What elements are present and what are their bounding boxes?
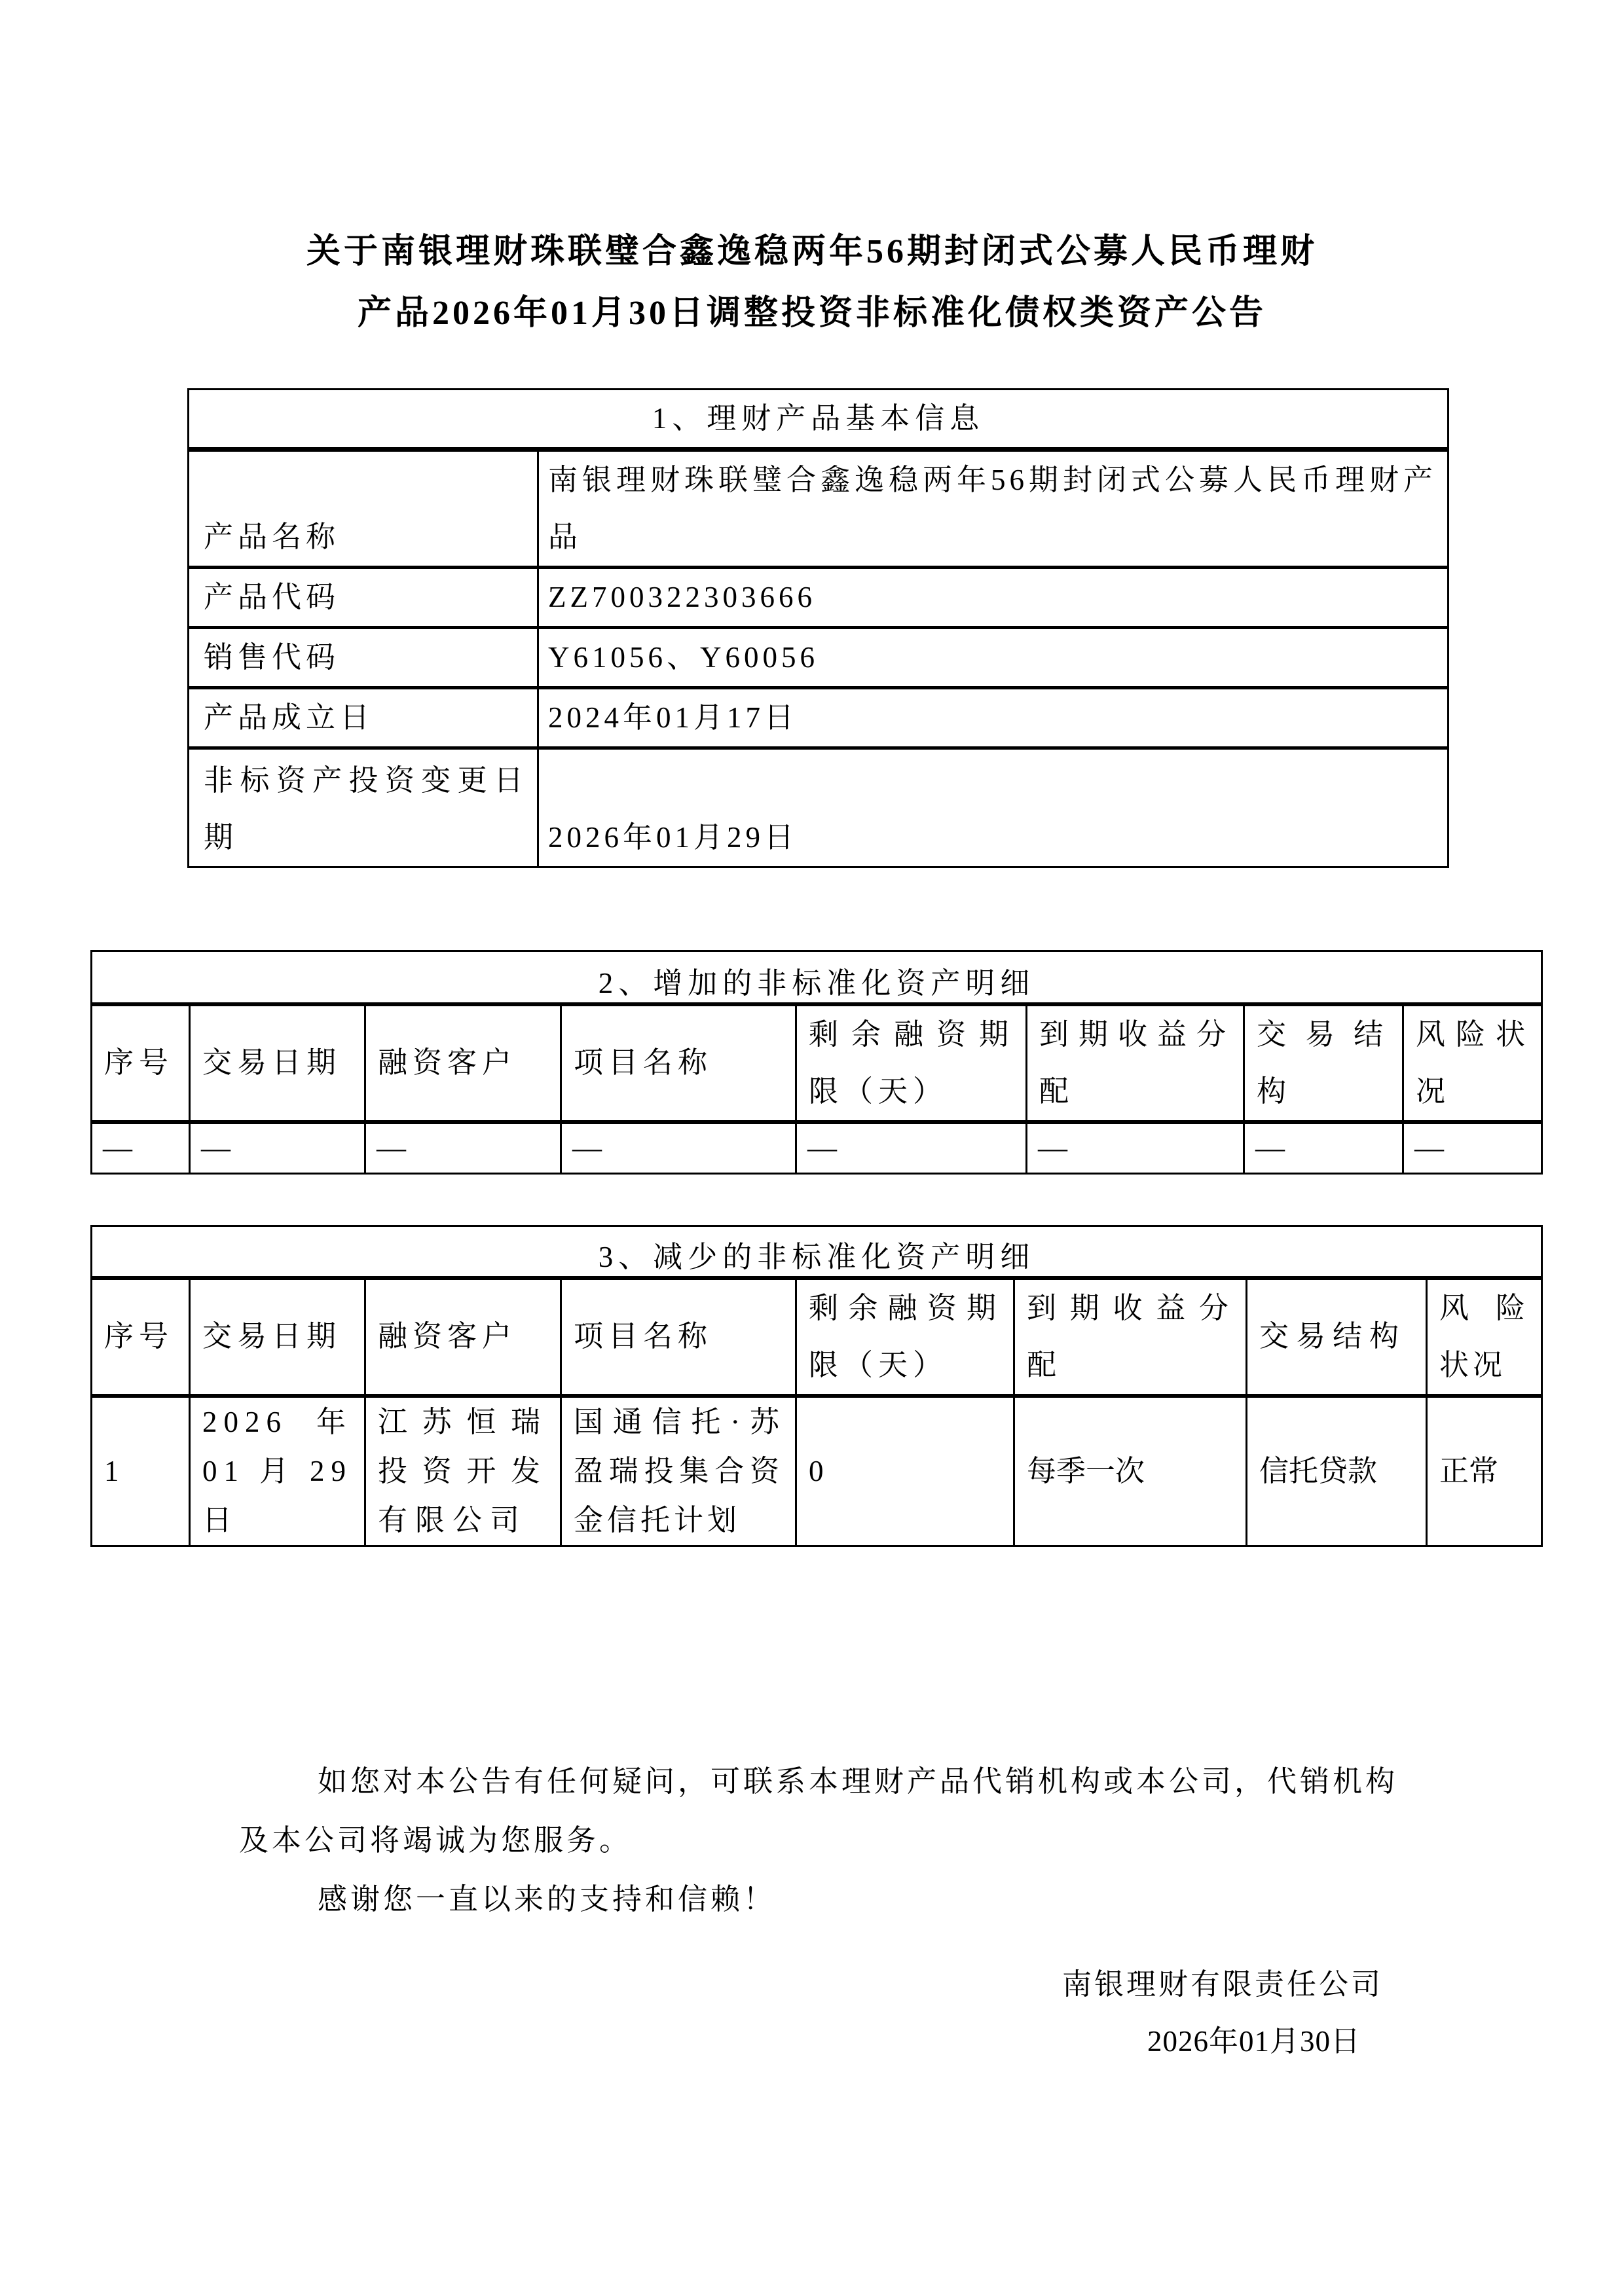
closing-paragraph-thanks: 感谢您一直以来的支持和信赖！ <box>318 1883 777 1916</box>
cell-remaining-term: — <box>796 1122 1027 1174</box>
table-row <box>189 748 1449 867</box>
table-header-row <box>92 1004 1542 1122</box>
cell-trade-structure: 信托贷款 <box>1247 1396 1427 1546</box>
product-code-value: ZZ700322303666 <box>538 568 1449 628</box>
table2-caption: 2、增加的非标准化资产明细 <box>92 951 1542 1004</box>
table1-caption: 1、理财产品基本信息 <box>189 390 1449 450</box>
page-title-line2: 产品2026年01月30日调整投资非标准化债权类资产公告 <box>357 295 1266 332</box>
page-title <box>92 221 1532 344</box>
sales-code-value: Y61056、Y60056 <box>538 628 1449 688</box>
cell-financing-client: 江苏恒瑞投资开发有限公司 <box>365 1396 561 1546</box>
cell-risk-status: 正常 <box>1427 1396 1542 1546</box>
table-row <box>189 568 1449 628</box>
cell-trade-date: 2026年01月29日 <box>190 1396 365 1546</box>
col-maturity-distribution: 到期收益分配 <box>1014 1278 1247 1396</box>
cell-financing-client: — <box>365 1122 561 1174</box>
cell-seq: 1 <box>92 1396 190 1546</box>
cell-maturity-distribution: — <box>1027 1122 1244 1174</box>
col-trade-structure: 交易结构 <box>1244 1004 1403 1122</box>
change-date-value: 2026年01月29日 <box>538 748 1449 867</box>
change-date-label: 非标资产投资变更日期 <box>189 748 538 867</box>
product-name-label: 产品名称 <box>189 450 538 568</box>
closing-text <box>239 1752 1398 1929</box>
col-risk-status: 风险状况 <box>1427 1278 1542 1396</box>
col-trade-date: 交易日期 <box>190 1004 365 1122</box>
col-trade-structure: 交易结构 <box>1247 1278 1427 1396</box>
table-row <box>92 1396 1542 1546</box>
col-financing-client: 融资客户 <box>365 1278 561 1396</box>
product-code-label: 产品代码 <box>189 568 538 628</box>
sales-code-label: 销售代码 <box>189 628 538 688</box>
col-seq: 序号 <box>92 1004 190 1122</box>
table-caption-row <box>92 1226 1542 1278</box>
product-info-table <box>187 388 1449 868</box>
signature-date: 2026年01月30日 <box>1147 2025 1361 2058</box>
table-row <box>189 450 1449 568</box>
table-row <box>189 688 1449 748</box>
product-name-value: 南银理财珠联璧合鑫逸稳两年56期封闭式公募人民币理财产品 <box>538 450 1449 568</box>
cell-remaining-term: 0 <box>796 1396 1014 1546</box>
cell-maturity-distribution: 每季一次 <box>1014 1396 1247 1546</box>
table3-caption: 3、减少的非标准化资产明细 <box>92 1226 1542 1278</box>
col-maturity-distribution: 到期收益分配 <box>1027 1004 1244 1122</box>
page-title-line1: 关于南银理财珠联璧合鑫逸稳两年56期封闭式公募人民币理财 <box>306 233 1318 270</box>
cell-project-name: 国通信托·苏盈瑞投集合资金信托计划 <box>561 1396 796 1546</box>
signature-company: 南银理财有限责任公司 <box>1061 1968 1383 2001</box>
table-header-row <box>92 1278 1542 1396</box>
col-remaining-term: 剩余融资期限（天） <box>796 1278 1014 1396</box>
table-row <box>189 628 1449 688</box>
col-seq: 序号 <box>92 1278 190 1396</box>
col-remaining-term: 剩余融资期限（天） <box>796 1004 1027 1122</box>
table-row <box>92 1122 1542 1174</box>
cell-trade-date: — <box>190 1122 365 1174</box>
table-caption-row <box>189 390 1449 450</box>
cell-seq: — <box>92 1122 190 1174</box>
cell-trade-structure: — <box>1244 1122 1403 1174</box>
col-trade-date: 交易日期 <box>190 1278 365 1396</box>
col-project-name: 项目名称 <box>561 1278 796 1396</box>
added-assets-table <box>90 950 1543 1175</box>
col-financing-client: 融资客户 <box>365 1004 561 1122</box>
inception-date-value: 2024年01月17日 <box>538 688 1449 748</box>
signature-block <box>1062 1956 1383 2070</box>
cell-risk-status: — <box>1403 1122 1542 1174</box>
cell-project-name: — <box>561 1122 796 1174</box>
inception-date-label: 产品成立日 <box>189 688 538 748</box>
closing-paragraph-contact: 如您对本公告有任何疑问，可联系本理财产品代销机构或本公司，代销机构及本公司将竭诚为您服务。 <box>239 1765 1399 1857</box>
reduced-assets-table <box>90 1225 1543 1547</box>
table-caption-row <box>92 951 1542 1004</box>
col-risk-status: 风险状况 <box>1403 1004 1542 1122</box>
col-project-name: 项目名称 <box>561 1004 796 1122</box>
